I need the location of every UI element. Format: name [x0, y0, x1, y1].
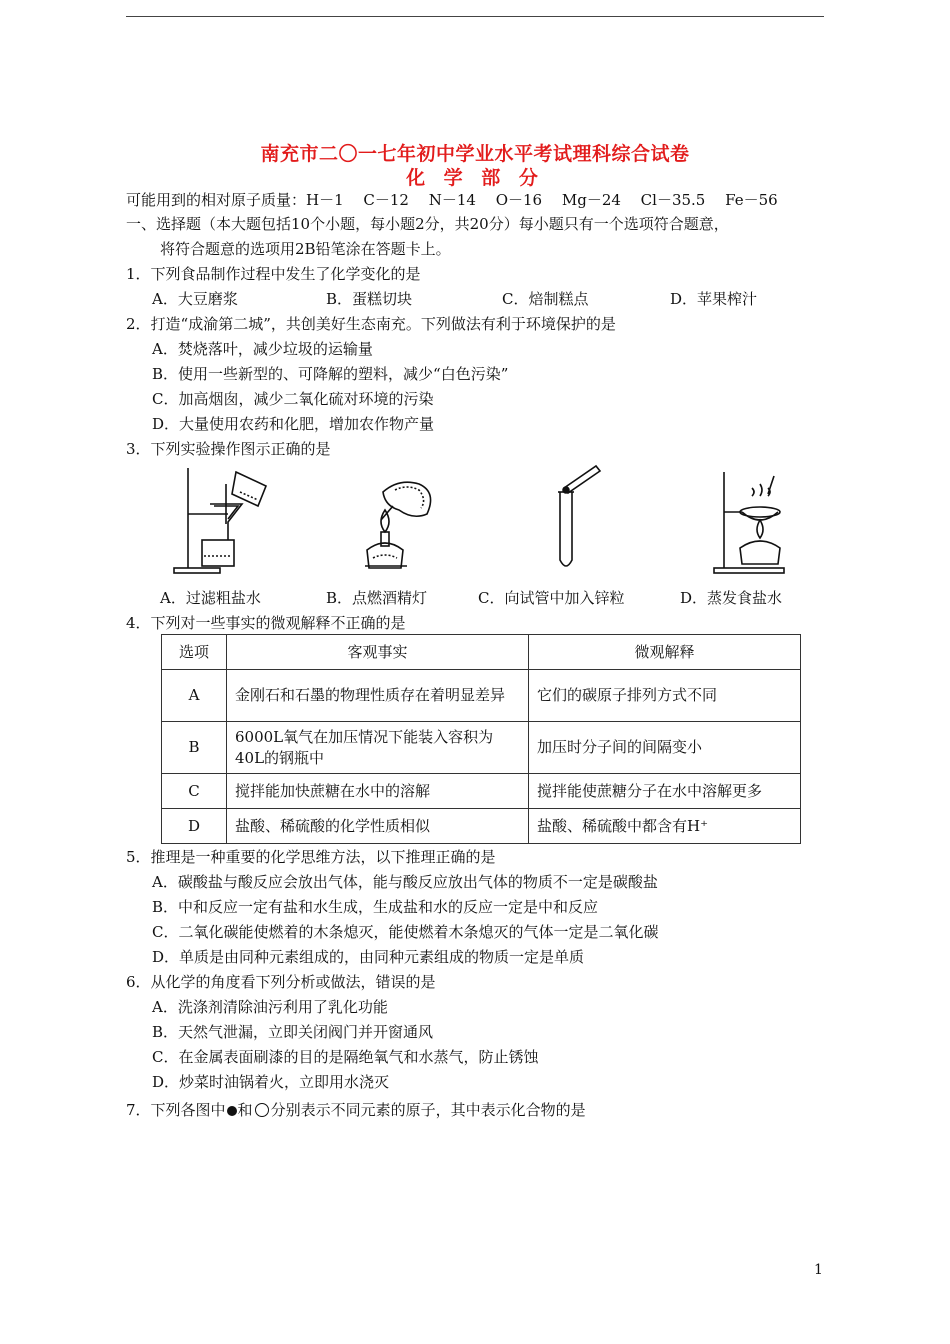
q4-row-d-explain: 盐酸、稀硫酸中都含有H⁺: [529, 809, 801, 844]
q1-option-b: B．蛋糕切块: [326, 290, 413, 308]
q1-stem: 1．下列食品制作过程中发生了化学变化的是: [126, 265, 421, 283]
q4-row-a-explain: 它们的碳原子排列方式不同: [529, 670, 801, 722]
filtration-figure: [170, 464, 280, 576]
q6-stem: 6．从化学的角度看下列分析或做法，错误的是: [126, 973, 436, 991]
q2-option-d: D．大量使用农药和化肥，增加农作物产量: [152, 415, 435, 433]
page-number: 1: [814, 1262, 823, 1278]
q4-row-b-fact: 6000L氧气在加压情况下能装入容积为40L的钢瓶中: [227, 722, 529, 774]
q4-table-header: [162, 635, 801, 670]
q4-row-b-option: B: [162, 722, 227, 774]
q5-option-c: C．二氧化碳能使燃着的木条熄灭，能使燃着木条熄灭的气体一定是二氧化碳: [152, 923, 659, 941]
filled-atom-icon: [227, 1106, 237, 1116]
hollow-atom-icon: [255, 1103, 269, 1117]
q6-option-d: D．炒菜时油锅着火，立即用水浇灭: [152, 1073, 390, 1091]
q2-option-c: C．加高烟囱，减少二氧化硫对环境的污染: [152, 390, 434, 408]
q1-option-c: C．焙制糕点: [502, 290, 589, 308]
alcohol-lamp-lighting-figure: [355, 470, 445, 576]
table-row: [162, 809, 801, 844]
q4-row-d-fact: 盐酸、稀硫酸的化学性质相似: [227, 809, 529, 844]
q3-option-a: A．过滤粗盐水: [160, 589, 261, 607]
q5-stem: 5．推理是一种重要的化学思维方法，以下推理正确的是: [126, 848, 496, 866]
q7-stem: [126, 1100, 586, 1120]
q3-option-d: D．蒸发食盐水: [680, 589, 783, 607]
q5-option-d: D．单质是由同种元素组成的，由同种元素组成的物质一定是单质: [152, 948, 585, 966]
q6-option-b: B．天然气泄漏，立即关闭阀门并开窗通风: [152, 1023, 434, 1041]
table-row: [162, 722, 801, 774]
table-row: [162, 774, 801, 809]
q5-option-b: B．中和反应一定有盐和水生成，生成盐和水的反应一定是中和反应: [152, 898, 599, 916]
q4-row-a-option: A: [162, 670, 227, 722]
test-tube-zinc-figure: [548, 462, 608, 574]
q6-option-a: A．洗涤剂清除油污利用了乳化功能: [152, 998, 388, 1016]
q2-stem: 2．打造“成渝第二城”，共创美好生态南充。下列做法有利于环境保护的是: [126, 315, 616, 333]
q1-option-d: D．苹果榨汁: [670, 290, 758, 308]
q4-stem: 4．下列对一些事实的微观解释不正确的是: [126, 614, 406, 632]
q5-option-a: A．碳酸盐与酸反应会放出气体，能与酸反应放出气体的物质不一定是碳酸盐: [152, 873, 658, 891]
q4-row-c-fact: 搅拌能加快蔗糖在水中的溶解: [227, 774, 529, 809]
q7-stem-c: 分别表示不同元素的原子，其中表示化合物的是: [270, 1101, 586, 1119]
q4-table: [161, 634, 801, 844]
q3-stem: 3．下列实验操作图示正确的是: [126, 440, 331, 458]
header-rule: [126, 16, 824, 17]
q4-row-c-explain: 搅拌能使蔗糖分子在水中溶解更多: [529, 774, 801, 809]
q2-option-a: A．焚烧落叶，减少垃圾的运输量: [152, 340, 373, 358]
q4-row-c-option: C: [162, 774, 227, 809]
evaporation-figure: [712, 464, 802, 576]
table-row: [162, 670, 801, 722]
q4-row-d-option: D: [162, 809, 227, 844]
q4-row-b-explain: 加压时分子间的间隔变小: [529, 722, 801, 774]
q3-option-b: B．点燃酒精灯: [326, 589, 428, 607]
q7-stem-a: 7．下列各图中: [126, 1101, 226, 1119]
paper-title: 南充市二〇一七年初中学业水平考试理科综合试卷: [260, 143, 690, 165]
q6-option-c: C．在金属表面刷漆的目的是隔绝氧气和水蒸气，防止锈蚀: [152, 1048, 539, 1066]
q2-option-b: B．使用一些新型的、可降解的塑料，减少“白色污染”: [152, 365, 509, 383]
q7-stem-b: 和: [237, 1101, 253, 1119]
q4-header-explain: 微观解释: [529, 635, 801, 670]
paper-subtitle: 化 学 部 分: [406, 167, 544, 189]
section-instructions-2: 将符合题意的选项用2B铅笔涂在答题卡上。: [160, 240, 451, 258]
atomic-masses: 可能用到的相对原子质量：H－1 C－12 N－14 O－16 Mg－24 Cl－35.5 Fe－56: [126, 191, 778, 209]
section-instructions-1: 一、选择题（本大题包括10个小题，每小题2分，共20分）每小题只有一个选项符合题意，: [126, 215, 729, 233]
q3-option-c: C．向试管中加入锌粒: [478, 589, 625, 607]
q4-header-option: 选项: [162, 635, 227, 670]
q4-header-fact: 客观事实: [227, 635, 529, 670]
q1-option-a: A．大豆磨浆: [152, 290, 238, 308]
q4-row-a-fact: 金刚石和石墨的物理性质存在着明显差异: [227, 670, 529, 722]
